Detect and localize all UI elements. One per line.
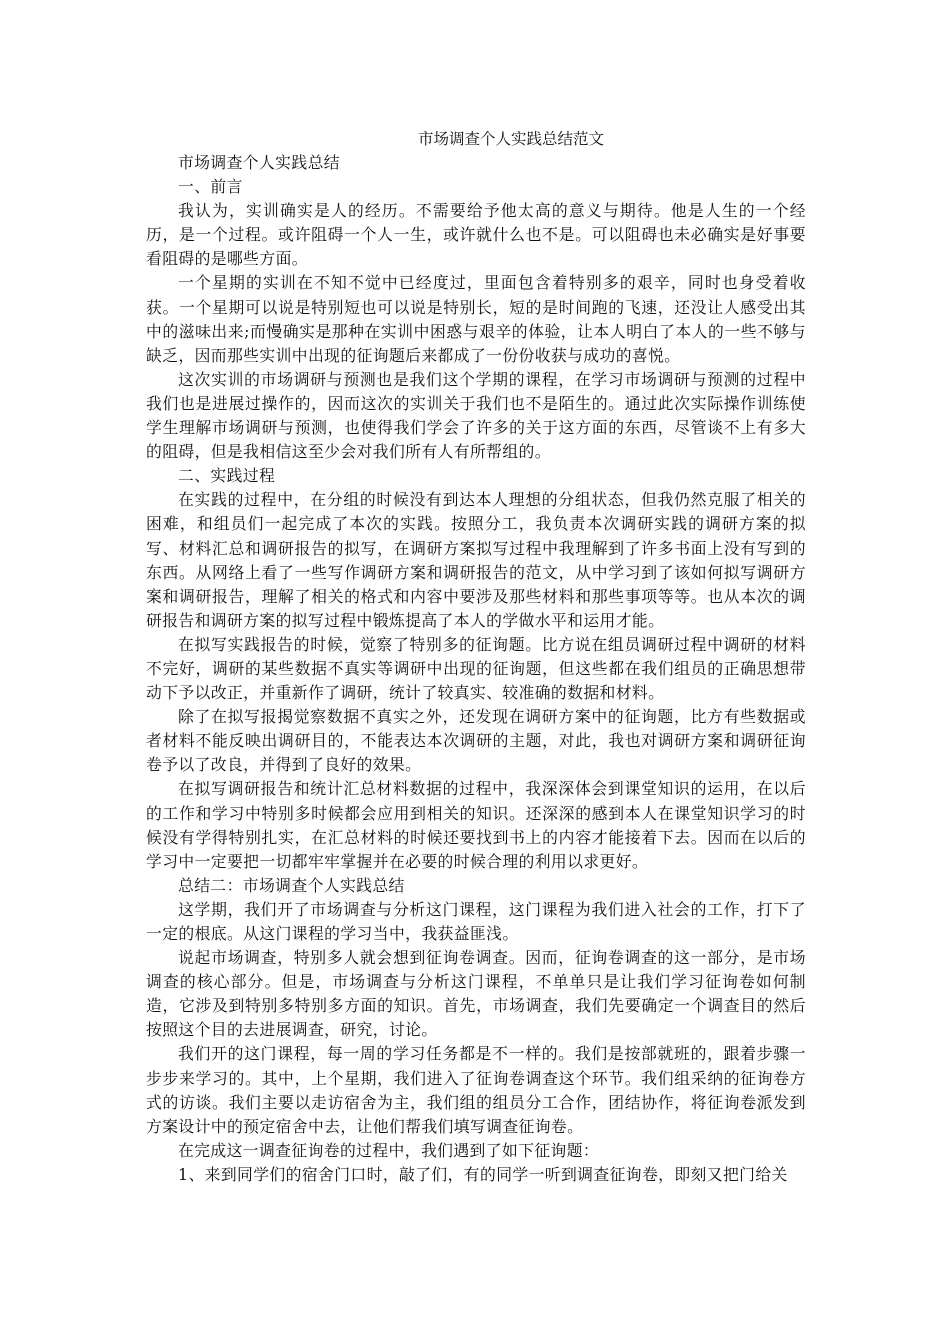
paragraph: 1、来到同学们的宿舍门口时，敲了们，有的同学一听到调查征询卷，即刻又把门给关 — [178, 1164, 788, 1184]
document-blocks — [146, 151, 806, 1187]
paragraph: 一个星期的实训在不知不觉中已经度过，里面包含着特别多的艰辛，同时也身受着收获。一个星期可以说是特别短也可以说是特别长，短的是时间跑的飞速，还没让人感受出其中的滋味出来;而慢确实是那种在实训中困惑与艰辛的体验，让本人明白了本人的一些不够与缺乏，因而那些实训中出现的征询题后来都成了一份份收获与成功的喜悦。 — [146, 273, 806, 365]
paragraph: 这次实训的市场调研与预测也是我们这个学期的课程，在学习市场调研与预测的过程中我们也是进展过操作的，因而这次的实训关于我们也不是陌生的。通过此次实际操作训练使学生理解市场调研与预测，也使得我们学会了许多的关于这方面的东西，尽管谈不上有多大的阻碍，但是我相信这至少会对我们所有人有所帮组的。 — [146, 369, 806, 462]
paragraph: 我认为，实训确实是人的经历。不需要给予他太高的意义与期待。他是人生的一个经历，是一个过程。或许阻碍一个人一生，或许就什么也不是。可以阻碍也未必确实是好事要看阻碍的是哪些方面。 — [146, 201, 806, 269]
section-heading: 市场调查个人实践总结 — [178, 153, 340, 172]
section-heading: 总结二：市场调查个人实践总结 — [178, 875, 405, 895]
section-heading: 一、前言 — [178, 177, 243, 197]
paragraph: 在完成这一调查征询卷的过程中，我们遇到了如下征询题： — [178, 1140, 600, 1160]
paragraph: 除了在拟写报揭觉察数据不真实之外，还发现在调研方案中的征询题，比方有些数据或者材料不能反映出调研目的，不能表达本次调研的主题，对此，我也对调研方案和调研征询卷予以了改良，并得到了良好的效果。 — [146, 707, 806, 775]
paragraph: 我们开的这门课程，每一周的学习任务都是不一样的。我们是按部就班的，跟着步骤一步步来学习的。其中，上个星期，我们进入了征询卷调查这个环节。我们组采纳的征询卷方式的访谈。我们主要以走访宿舍为主，我们组的组员分工合作，团结协作，将征询卷派发到方案设计中的预定宿舍中去，让他们帮我们填写调查征询卷。 — [146, 1044, 806, 1136]
document-body — [146, 127, 806, 1187]
paragraph: 在拟写实践报告的时候，觉察了特别多的征询题。比方说在组员调研过程中调研的材料不完好，调研的某些数据不真实等调研中出现的征询题，但这些都在我们组员的正确思想带动下予以改正，并重新作了调研，统计了较真实、较准确的数据和材料。 — [146, 634, 806, 703]
paragraph: 说起市场调查，特别多人就会想到征询卷调查。因而，征询卷调查的这一部分，是市场调查的核心部分。但是，市场调查与分析这门课程，不单单只是让我们学习征询卷如何制造，它涉及到特别多特别多方面的知识。首先，市场调查，我们先要确定一个调查目的然后按照这个目的去进展调查，研究，讨论。 — [146, 948, 806, 1040]
paragraph: 这学期，我们开了市场调查与分析这门课程，这门课程为我们进入社会的工作，打下了一定的根底。从这门课程的学习当中，我获益匪浅。 — [146, 899, 806, 943]
paragraph: 在拟写调研报告和统计汇总材料数据的过程中，我深深体会到课堂知识的运用，在以后的工作和学习中特别多时候都会应用到相关的知识。还深深的感到本人在课堂知识学习的时候没有学得特别扎实，在汇总材料的时候还要找到书上的内容才能接着下去。因而在以后的学习中一定要把一切都牢牢掌握并在必要的时候合理的利用以求更好。 — [146, 779, 806, 871]
section-heading: 二、实践过程 — [178, 466, 276, 486]
document-title: 市场调查个人实践总结范文 — [417, 130, 604, 148]
paragraph: 在实践的过程中，在分组的时候没有到达本人理想的分组状态，但我仍然克服了相关的困难，和组员们一起完成了本次的实践。按照分工，我负责本次调研实践的调研方案的拟写、材料汇总和调研报告的拟写，在调研方案拟写过程中我理解到了许多书面上没有写到的东西。从网络上看了一些写作调研方案和调研报告的范文，从中学习到了该如何拟写调研方案和调研报告，理解了相关的格式和内容中要涉及那些材料和那些事项等等。也从本次的调研报告和调研方案的拟写过程中锻炼提高了本人的学做水平和运用才能。 — [146, 490, 806, 630]
